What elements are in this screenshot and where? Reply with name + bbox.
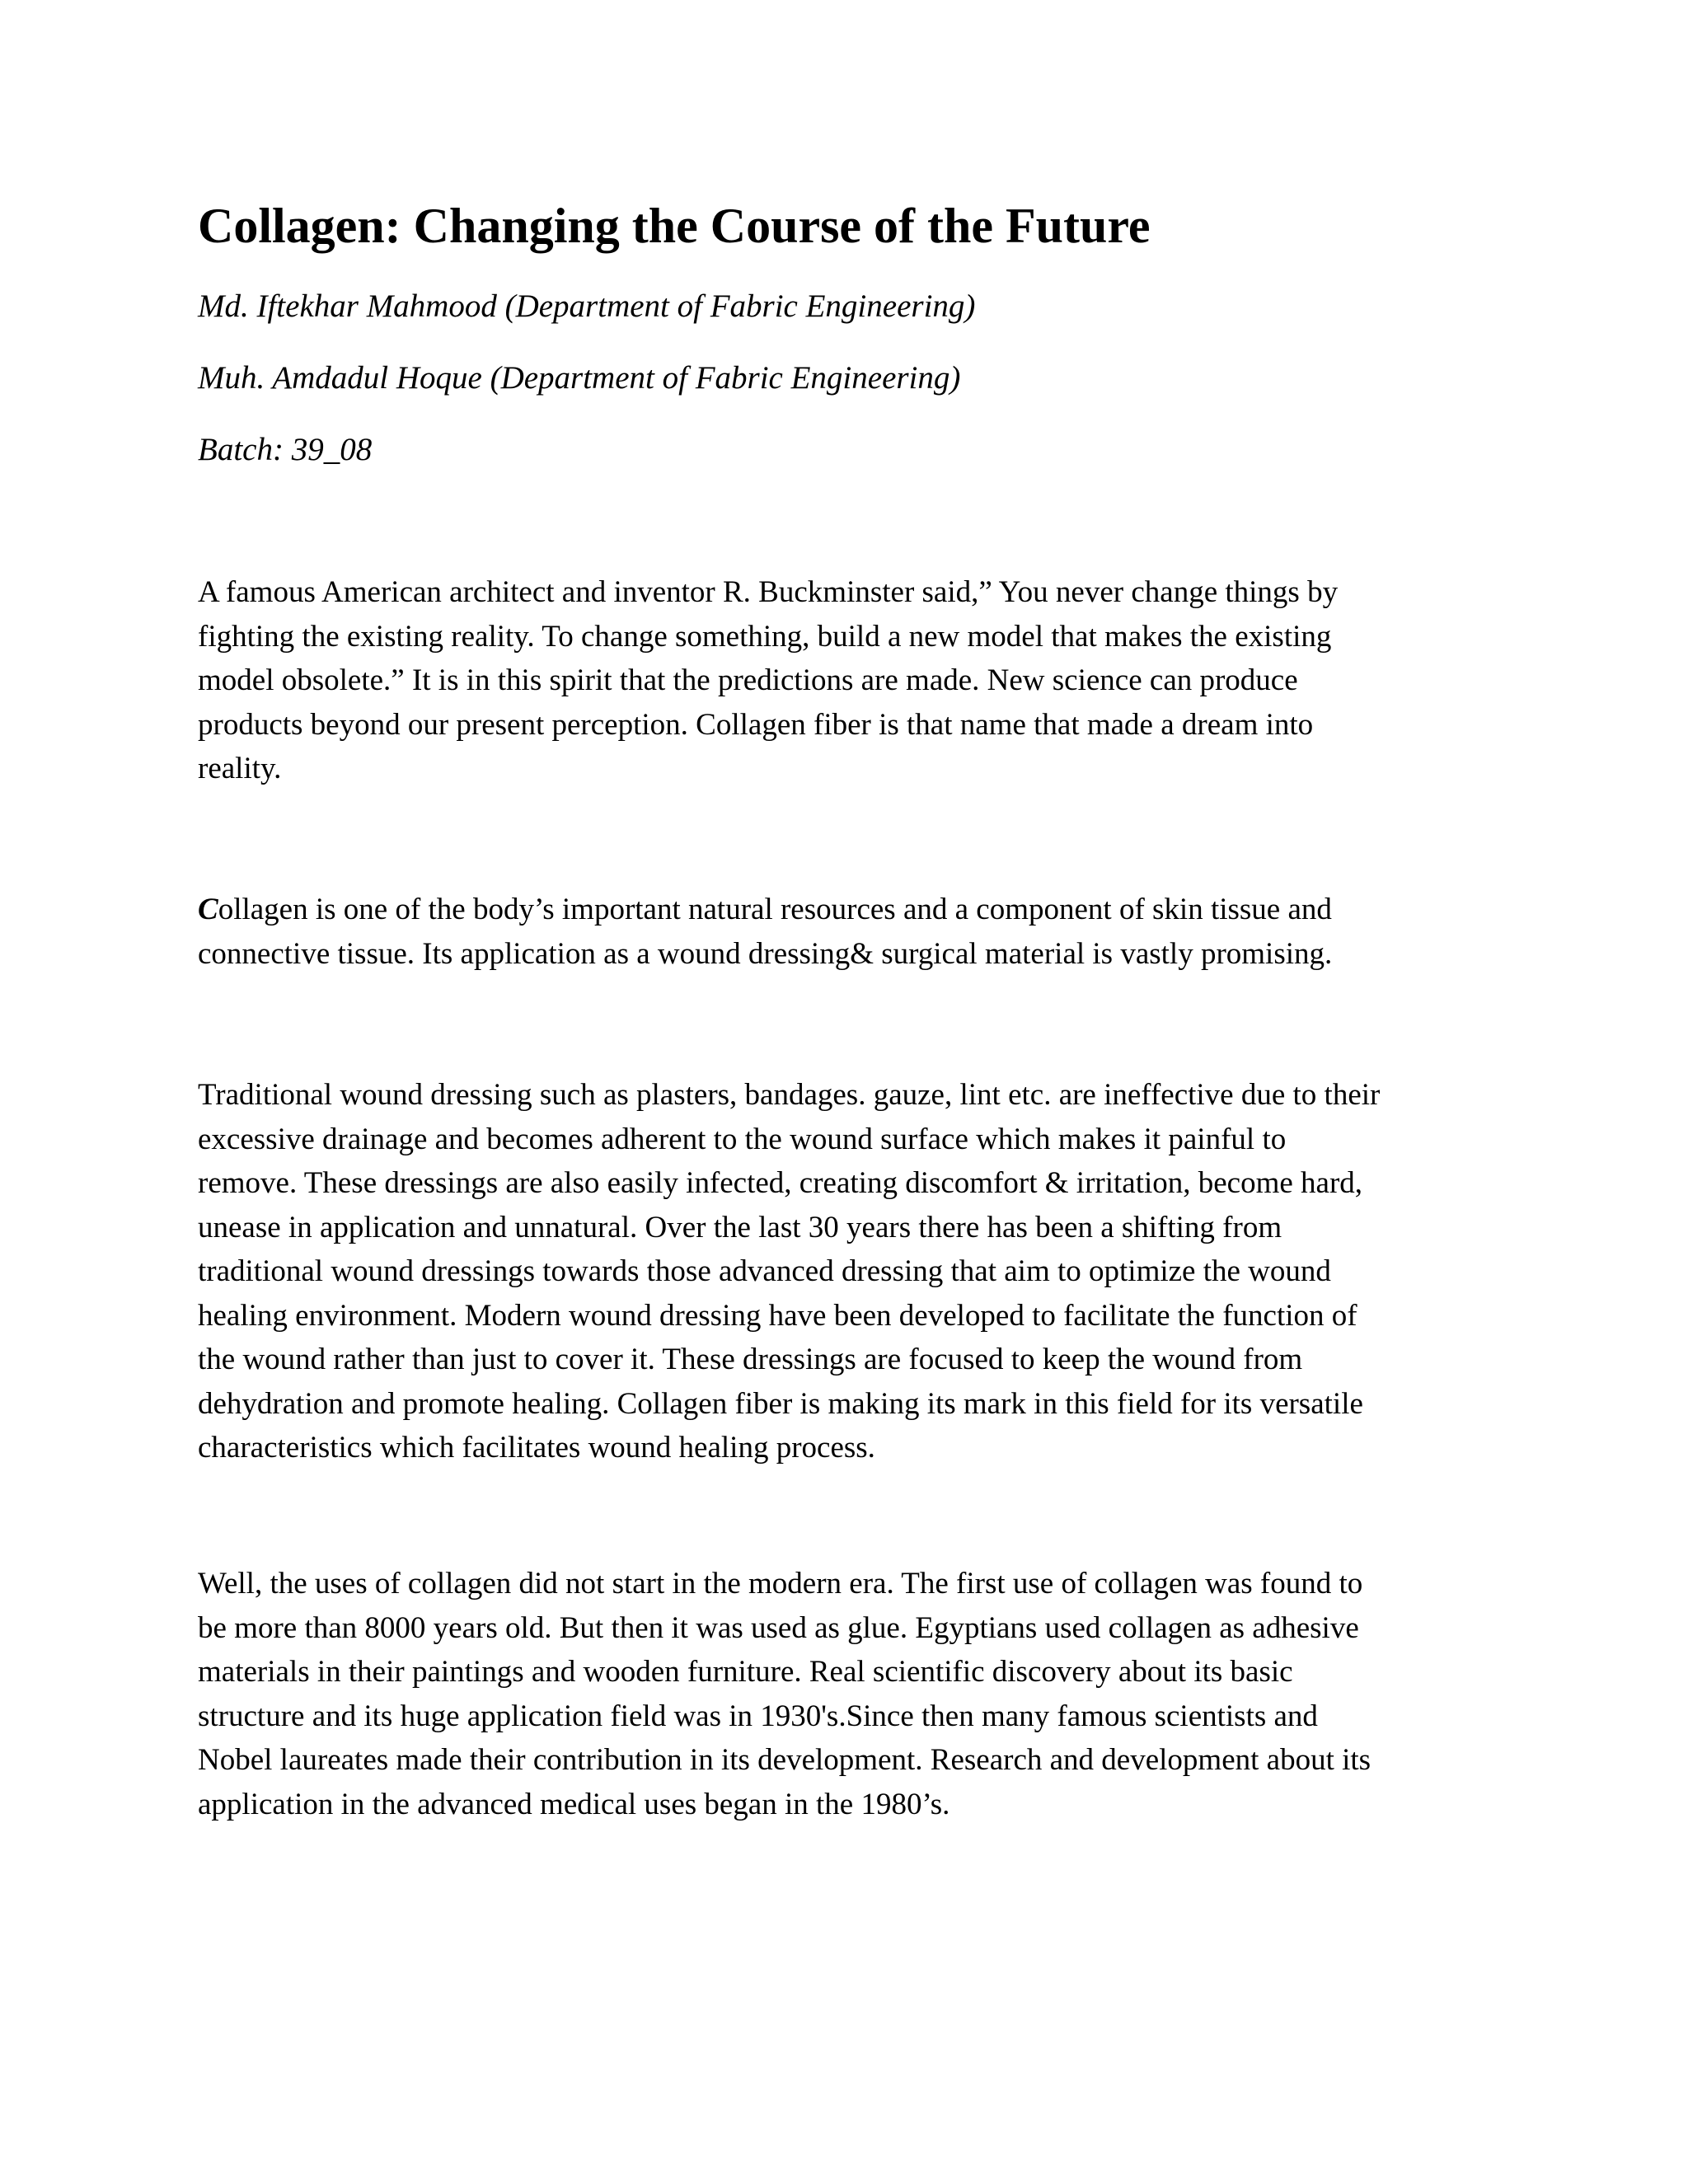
paragraph-line: unease in application and unnatural. Over the last 30 years there has been a shifting from — [198, 1210, 1282, 1244]
paragraph-line: dehydration and promote healing. Collagen fiber is making its mark in this field for its versatile — [198, 1386, 1363, 1421]
paragraph-line: the wound rather than just to cover it. These dressings are focused to keep the wound from — [198, 1343, 1303, 1376]
paragraph-line: be more than 8000 years old. But then it was used as glue. Egyptians used collagen as adhesive — [198, 1610, 1359, 1645]
paragraph-line: characteristics which facilitates wound healing process. — [198, 1431, 875, 1465]
paragraph-line: traditional wound dressings towards those advanced dressing that aim to optimize the wound — [198, 1254, 1331, 1288]
paragraph-line: connective tissue. Its application as a wound dressing& surgical material is vastly promising. — [198, 936, 1333, 971]
paragraph-line: excessive drainage and becomes adherent to the wound surface which makes it painful to — [198, 1122, 1287, 1156]
paragraph-line: Nobel laureates made their contribution in its development. Research and development about its — [198, 1743, 1372, 1777]
paragraph-line: healing environment. Modern wound dressing have been developed to facilitate the function of — [198, 1298, 1357, 1333]
paragraph-line: products beyond our present perception. Collagen fiber is that name that made a dream into — [198, 707, 1314, 742]
body-paragraph — [198, 1073, 1484, 1470]
paragraph-line: application in the advanced medical uses began in the 1980’s. — [198, 1787, 950, 1821]
paragraph-line: Traditional wound dressing such as plasters, bandages. gauze, lint etc. are ineffective due to their — [198, 1078, 1381, 1112]
paragraph-line: materials in their paintings and wooden furniture. Real scientific discovery about its basic — [198, 1655, 1293, 1689]
body-paragraph — [198, 888, 1484, 976]
paragraph-line-text: ollagen is one of the body’s important natural resources and a component of skin tissue and — [218, 893, 1332, 926]
body-paragraph — [198, 1562, 1484, 1826]
body-paragraph — [198, 570, 1484, 791]
paragraph-line: fighting the existing reality. To change something, build a new model that makes the existing — [198, 619, 1332, 654]
paragraph-line: structure and its huge application field was in 1930's.Since then many famous scientists and — [198, 1699, 1318, 1733]
batch-label: Batch: 39_08 — [198, 432, 373, 467]
author-line: Md. Iftekhar Mahmood (Department of Fabric Engineering) — [198, 288, 976, 324]
paragraph-line: Well, the uses of collagen did not start in the modern era. The first use of collagen was found to — [198, 1567, 1363, 1601]
paragraph-line: reality. — [198, 752, 282, 785]
styled-initial-letter: C — [198, 893, 218, 926]
document-title: Collagen: Changing the Course of the Future — [198, 199, 1151, 253]
paragraph-line: model obsolete.” It is in this spirit that the predictions are made. New science can produce — [198, 663, 1298, 697]
paragraph-line: A famous American architect and inventor R. Buckminster said,” You never change things by — [198, 575, 1339, 609]
author-line: Muh. Amdadul Hoque (Department of Fabric Engineering) — [198, 360, 961, 396]
paragraph-line — [198, 888, 1484, 932]
paragraph-line: remove. These dressings are also easily infected, creating discomfort & irritation, become hard, — [198, 1166, 1363, 1200]
